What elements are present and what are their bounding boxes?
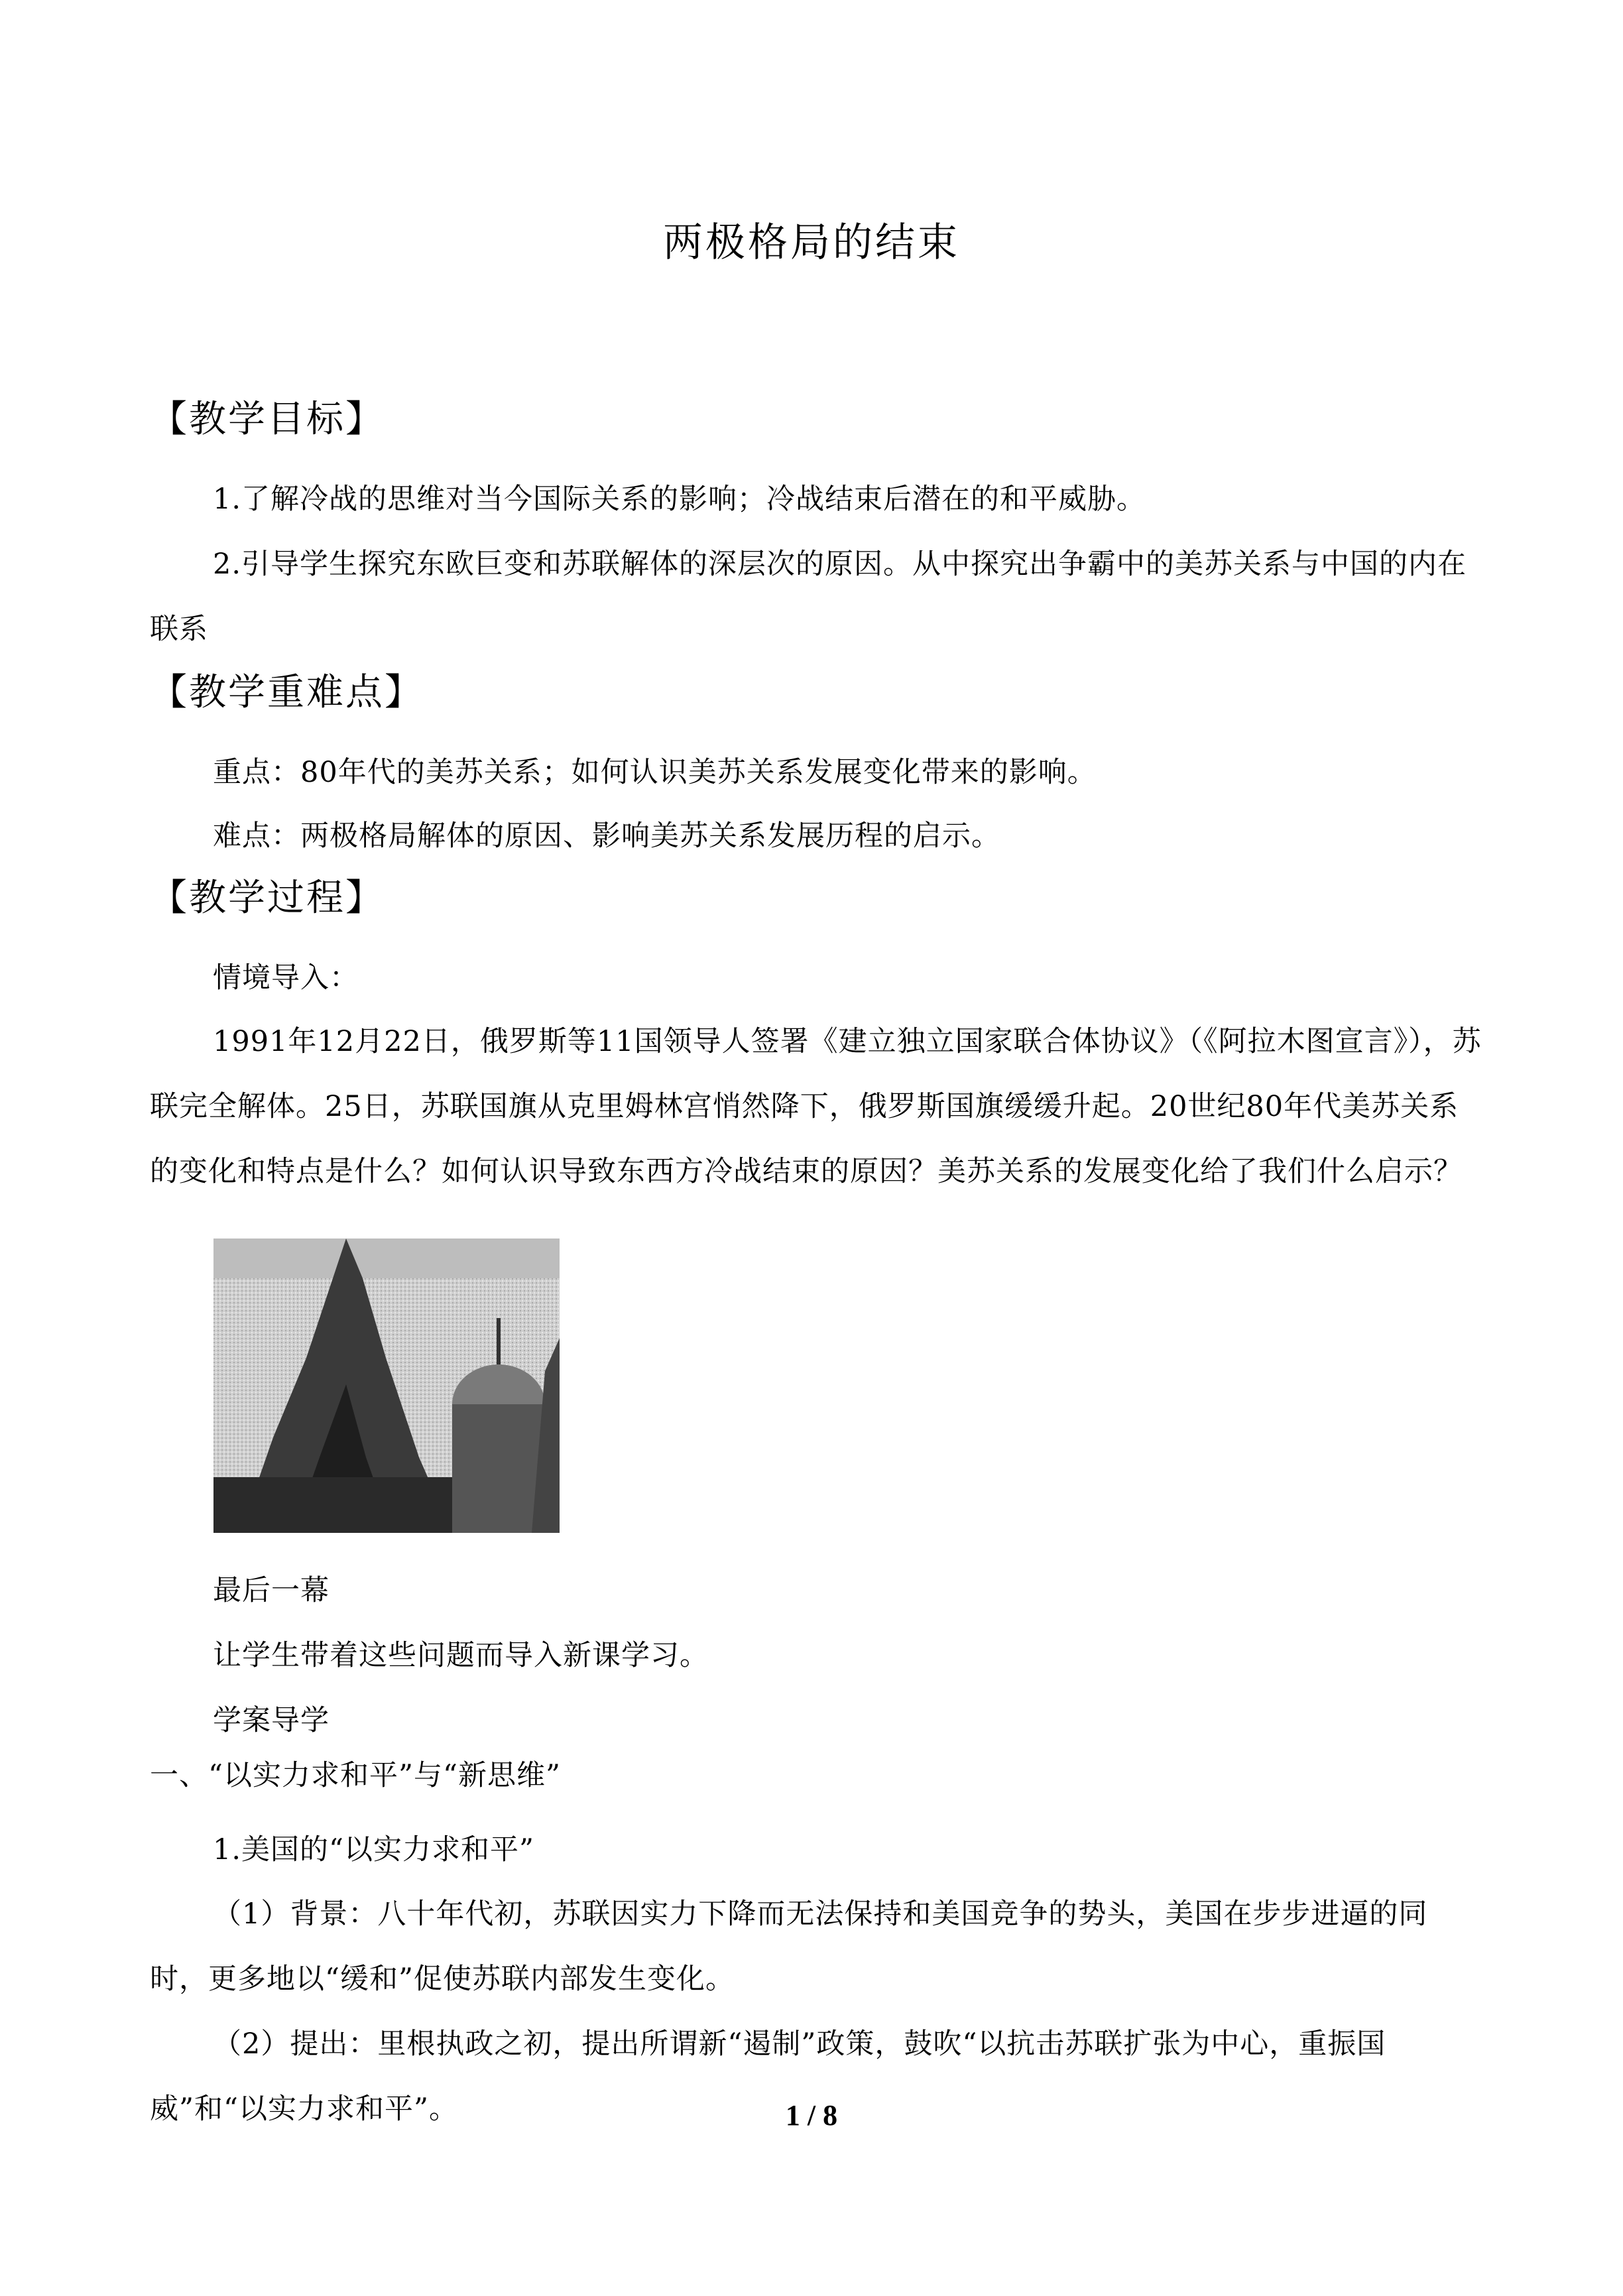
image-caption: 最后一幕	[213, 1574, 330, 1607]
intro-text: 1991年12月22日，俄罗斯等11国领导人签署《建立独立国家联合体协议》（《阿拉木图宣言》），苏联完全解体。25日，苏联国旗从克里姆林宫悄然降下，俄罗斯国旗缓缓升起。20世纪80年代美苏关系的变化和特点是什么？如何认识导致东西方冷战结束的原因？美苏关系的发展变化给了我们什么启示？	[150, 1025, 1482, 1188]
heading-teaching-process: 【教学过程】	[150, 876, 385, 920]
heading-teaching-goals: 【教学目标】	[150, 398, 385, 441]
goal-item-1: 1.了解冷战的思维对当今国际关系的影响；冷战结束后潜在的和平威胁。	[213, 483, 1146, 516]
heading-key-difficult: 【教学重难点】	[150, 671, 424, 714]
key-point: 重点：80年代的美苏关系；如何认识美苏关系发展变化带来的影响。	[213, 756, 1097, 789]
page-number: 1 / 8	[785, 2099, 838, 2132]
part1-heading: 一、“以实力求和平”与“新思维”	[150, 1759, 561, 1792]
point-background: （1）背景：八十年代初，苏联因实力下降而无法保持和美国竞争的势头，美国在步步进逼的同时，更多地以“缓和”促使苏联内部发生变化。	[150, 1898, 1428, 1996]
document-title: 两极格局的结束	[663, 219, 960, 266]
goal-item-2: 2.引导学生探究东欧巨变和苏联解体的深层次的原因。从中探究出争霸中的美苏关系与中国的内在联系	[150, 548, 1467, 646]
intro-label: 情境导入：	[213, 961, 359, 995]
point-proposal: （2）提出：里根执政之初，提出所谓新“遏制”政策，鼓吹“以抗击苏联扩张为中心，重振国威”和“以实力求和平”。	[150, 2027, 1386, 2126]
after-image-text: 让学生带着这些问题而导入新课学习。	[213, 1639, 709, 1672]
part1-subheading: 1.美国的“以实力求和平”	[213, 1833, 534, 1866]
kremlin-photo	[213, 1239, 560, 1533]
guide-label: 学案导学	[213, 1704, 330, 1737]
difficult-point: 难点：两极格局解体的原因、影响美苏关系发展历程的启示。	[213, 819, 1000, 853]
